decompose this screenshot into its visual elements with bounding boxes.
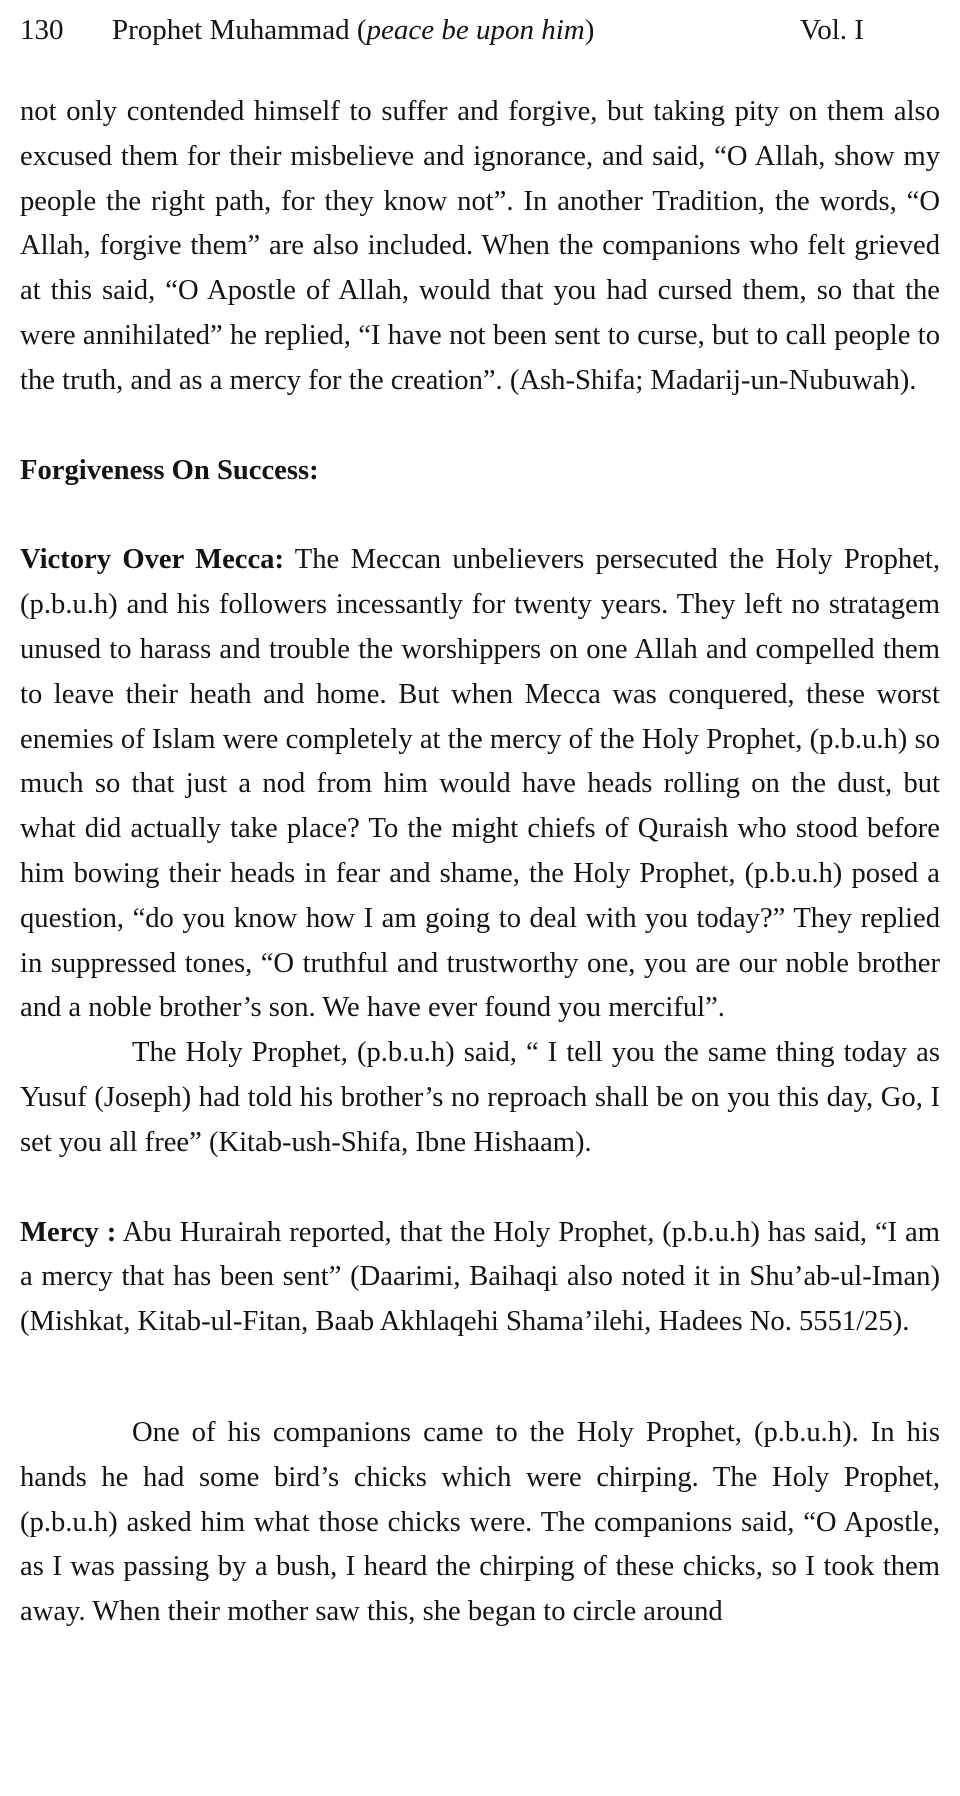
running-title: [112, 0, 594, 60]
running-title-italic: peace be upon him: [366, 14, 585, 46]
paragraph-chicks: One of his companions came to the Holy Prophet, (p.b.u.h). In his hands he had some bird’s chicks which were chirping. The Holy Prophet, (p.b.u.h) asked him what those chicks were. The companions said, “O Apostle, as I was passing by a bush, I heard the chirping of these chicks, so I took them away. When their mother saw this, she began to circle around: [20, 1416, 940, 1628]
victory-heading: Victory Over Mecca:: [20, 544, 284, 576]
spacer: [20, 493, 940, 538]
body-text: [20, 90, 940, 1635]
paragraph-victory-over-mecca: [20, 538, 940, 1031]
paragraph-holy-prophet-said: The Holy Prophet, (p.b.u.h) said, “ I tell you the same thing today as Yusuf (Joseph) had told his brother’s no reproach shall be on you this day, Go, I set you all free” (Kitab-ush-Shifa, Ibne Hishaam).: [20, 1037, 940, 1158]
spacer: [20, 1166, 940, 1211]
section-heading: Forgiveness On Success:: [20, 454, 319, 486]
spacer: [20, 1345, 940, 1411]
paragraph-mercy: [20, 1211, 940, 1345]
page-number: 130: [20, 14, 64, 46]
paragraph-forgiveness-continued: not only contended himself to suffer and forgive, but taking pity on them also excused them for their misbelieve and ignorance, and said, “O Allah, show my people the right path, for they know not”. In another Tradition, the words, “O Allah, forgive them” are also included. When the companions who felt grieved at this said, “O Apostle of Allah, would that you had cursed them, so that the were annihilated” he replied, “I have not been sent to curse, but to call people to the truth, and as a mercy for the creation”. (Ash-Shifa; Madarij-un-Nubuwah).: [20, 96, 940, 396]
victory-text: The Meccan unbelievers persecuted the Holy Prophet, (p.b.u.h) and his followers incessantly for twenty years. They left no stratagem unused to harass and trouble the worshippers on one Allah and compelled them to leave their heath and home. But when Mecca was conquered, these worst enemies of Islam were completely at the mercy of the Holy Prophet, (p.b.u.h) so much so that just a nod from him would have heads rolling on the dust, but what did actually take place? To the might chiefs of Quraish who stood before him bowing their heads in fear and shame, the Holy Prophet, (p.b.u.h) posed a question, “do you know how I am going to deal with you today?” They replied in suppressed tones, “O truthful and trustworthy one, you are our noble brother and a noble brother’s son. We have ever found you merciful”.: [20, 544, 940, 1024]
mercy-heading: Mercy :: [20, 1216, 117, 1248]
mercy-text: Abu Hurairah reported, that the Holy Prophet, (p.b.u.h) has said, “I am a mercy that has been sent” (Daarimi, Baihaqi also noted it in Shu’ab-ul-Iman) (Mishkat, Kitab-ul-Fitan, Baab Akhlaqehi Shama’ilehi, Hadees No. 5551/25).: [20, 1216, 940, 1338]
running-title-close: ): [584, 14, 595, 46]
running-title-main: Prophet Muhammad (: [112, 14, 367, 46]
spacer: [20, 404, 940, 449]
book-page: [20, 0, 940, 1628]
running-header: [20, 0, 940, 60]
volume-label: Vol. I: [800, 14, 864, 46]
